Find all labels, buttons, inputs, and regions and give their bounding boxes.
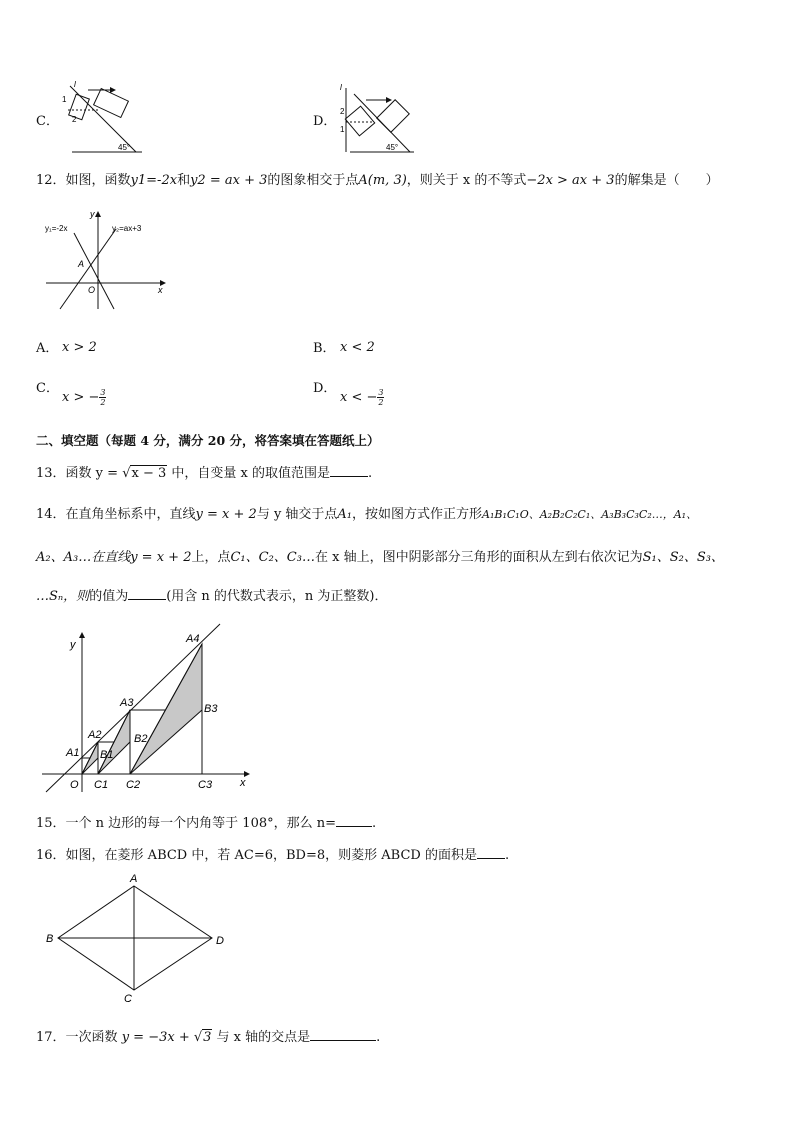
q12-graph xyxy=(40,205,170,315)
q14-line1: 14．在直角坐标系中，直线y = x + 2与 y 轴交于点A₁，按如图方式作正方形A₁B₁C₁O、A₂B₂C₂C₁、A₃B₃C₃C₂…，A₁、 xyxy=(36,507,698,522)
q14-a2-label: A2 xyxy=(88,729,102,741)
q12-number: 12．如图，函数 xyxy=(36,173,131,188)
q12-option-b: B． xyxy=(313,341,336,356)
q12-y1: y1=-2x xyxy=(130,173,178,188)
q12-y2-label: y₂=ax+3 xyxy=(112,224,142,233)
q13-stem: 13．函数 y = √x − 3 中，自变量 x 的取值范围是 . xyxy=(36,466,373,481)
d-angle-label: 45° xyxy=(386,143,399,152)
q12-option-b-expr: x < 2 xyxy=(340,340,375,355)
q13-answer-blank xyxy=(330,476,368,477)
q14-y-axis-label: y xyxy=(70,639,76,651)
q16-b-label: B xyxy=(46,933,54,945)
q14-line2: A₂、A₃…在直线y = x + 2上，点C₁、C₂、C₃…在 x 轴上，图中阴影部分三角形的面积从左到右依次记为S₁、S₂、S₃、 xyxy=(36,550,724,565)
q12-y-axis-label: y xyxy=(90,209,95,219)
q12-rest: ，则关于 x 的不等式 xyxy=(406,173,527,188)
q12-and: 和 xyxy=(177,173,191,188)
q16-c-label: C xyxy=(124,993,132,1005)
q12-option-d: D． xyxy=(313,381,337,396)
q16-rhombus-figure xyxy=(40,872,230,1007)
q12-origin-label: O xyxy=(88,285,96,295)
q16-a-label: A xyxy=(130,873,138,885)
q11-option-c-label: C． xyxy=(36,114,59,129)
q12-option-a-expr: x > 2 xyxy=(62,340,97,355)
q12-mid: 的图象相交于点 xyxy=(267,173,359,188)
q15-stem: 15．一个 n 边形的每一个内角等于 108°，那么 n= . xyxy=(36,816,377,831)
c-angle-label: 45° xyxy=(118,143,131,152)
q14-graph xyxy=(38,620,258,800)
q17-answer-blank xyxy=(310,1040,376,1041)
q12-point: A(m, 3) xyxy=(358,173,407,188)
q12-option-a: A． xyxy=(36,341,59,356)
c-1-label: 1 xyxy=(62,95,67,104)
q15-answer-blank xyxy=(336,826,372,827)
q16-answer-blank xyxy=(477,858,505,859)
q11-option-c-figure xyxy=(58,80,148,155)
q14-x-axis-label: x xyxy=(240,777,246,789)
q14-a3-label: A3 xyxy=(120,697,134,709)
c-2-label: 2 xyxy=(72,115,77,124)
q12-point-label: A xyxy=(78,259,85,269)
q12-stem xyxy=(36,169,719,188)
q12-option-d-expr: x < − $\frac{3}{2}$ xyxy=(340,388,384,407)
q14-answer-blank xyxy=(128,599,166,600)
q14-b3-label: B3 xyxy=(204,703,218,715)
d-l-label: l xyxy=(340,83,342,92)
q12-option-c: C． xyxy=(36,381,59,396)
q14-b2-label: B2 xyxy=(134,733,148,745)
q12-ineq: −2x > ax + 3 xyxy=(526,173,615,188)
d-2-label: 2 xyxy=(340,107,345,116)
q12-x-axis-label: x xyxy=(158,285,163,295)
q12-option-c-expr: x > − $\frac{3}{2}$ xyxy=(62,388,106,407)
q11-option-d-figure xyxy=(336,80,426,155)
q14-c3-label: C3 xyxy=(198,779,213,791)
section-heading: 二、填空题（每题 4 分，满分 20 分，将答案填在答题纸上） xyxy=(36,433,380,448)
q11-option-d-label: D． xyxy=(313,114,337,129)
q12-tail: 的解集是（ ） xyxy=(614,173,719,188)
q14-a4-label: A4 xyxy=(186,633,200,645)
q14-origin-label: O xyxy=(70,779,79,791)
q14-line3: …Sₙ，则的值为 (用含 n 的代数式表示，n 为正整数)． xyxy=(36,589,388,604)
q14-a1-label: A1 xyxy=(66,747,80,759)
c-l-label: l xyxy=(74,80,76,89)
q17-stem: 17．一次函数 y = −3x + √3 与 x 轴的交点是 . xyxy=(36,1030,381,1045)
q14-c2-label: C2 xyxy=(126,779,141,791)
q16-d-label: D xyxy=(216,935,224,947)
q12-y1-label: y₁=-2x xyxy=(45,224,68,233)
q16-stem: 16．如图，在菱形 ABCD 中，若 AC=6，BD=8，则菱形 ABCD 的面积是 . xyxy=(36,848,510,863)
q12-y2: y2 = ax + 3 xyxy=(190,173,268,188)
d-1-label: 1 xyxy=(340,125,345,134)
q14-b1-label: B1 xyxy=(100,749,114,761)
q14-c1-label: C1 xyxy=(94,779,109,791)
